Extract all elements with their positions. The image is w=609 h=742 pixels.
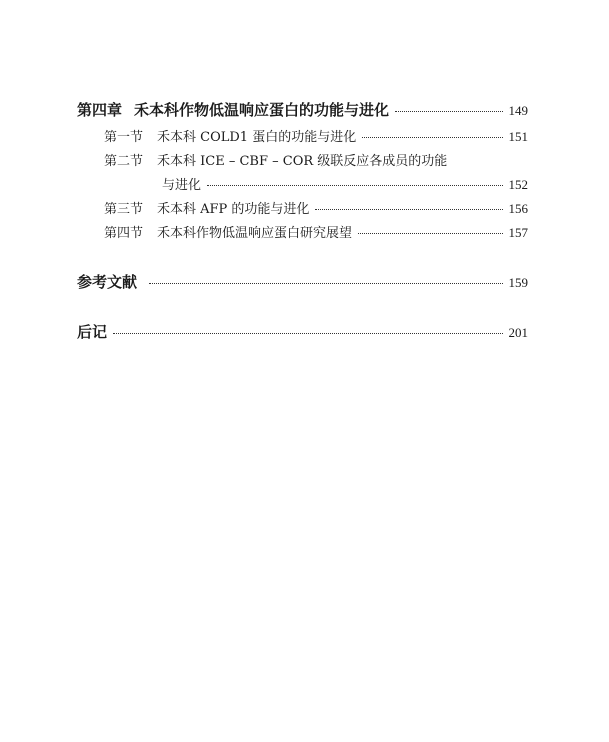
toc-section-1[interactable] <box>104 126 528 145</box>
dot-leader <box>315 209 502 210</box>
toc-section-4[interactable] <box>104 222 528 241</box>
page-number: 149 <box>508 103 528 118</box>
references-title: 参考文献 <box>77 273 138 291</box>
chapter-title: 禾本科作物低温响应蛋白的功能与进化 <box>134 101 390 119</box>
dot-leader <box>149 283 502 284</box>
dot-leader <box>395 111 502 112</box>
dot-leader <box>358 233 502 234</box>
section-title: 禾本科 ICE – CBF – COR 级联反应各成员的功能 <box>157 154 448 169</box>
toc-section-2[interactable] <box>104 150 528 169</box>
page-number: 159 <box>508 275 528 290</box>
page-number: 156 <box>508 201 528 216</box>
section-number: 第二节 <box>104 154 144 169</box>
toc-chapter-4[interactable] <box>77 99 528 120</box>
toc-references[interactable] <box>77 271 528 292</box>
afterword-title: 后记 <box>77 323 108 341</box>
chapter-number: 第四章 <box>77 101 123 119</box>
dot-leader <box>362 137 502 138</box>
section-number: 第一节 <box>104 130 144 145</box>
dot-leader <box>207 185 502 186</box>
section-number: 第三节 <box>104 202 144 217</box>
page-number: 157 <box>508 225 528 240</box>
dot-leader <box>113 333 502 334</box>
toc-section-3[interactable] <box>104 198 528 217</box>
section-title: 禾本科作物低温响应蛋白研究展望 <box>157 226 353 241</box>
page-number: 151 <box>508 129 528 144</box>
section-title: 禾本科 AFP 的功能与进化 <box>157 202 310 217</box>
section-title: 禾本科 COLD1 蛋白的功能与进化 <box>157 130 357 145</box>
section-number: 第四节 <box>104 226 144 241</box>
toc-afterword[interactable] <box>77 321 528 342</box>
page-number: 201 <box>508 325 528 340</box>
toc-section-2-continuation[interactable] <box>162 174 528 193</box>
page-number: 152 <box>508 177 528 192</box>
section-title-continuation: 与进化 <box>162 178 202 193</box>
